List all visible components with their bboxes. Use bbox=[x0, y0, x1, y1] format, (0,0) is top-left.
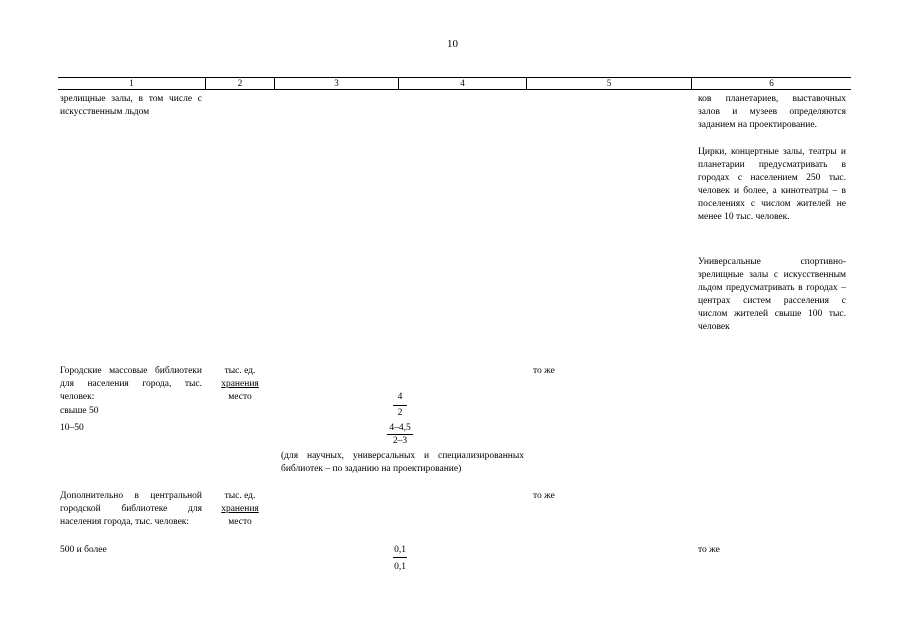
row-libraries-note: (для научных, универсальных и специализированных библиотек – по заданию на проектирование) bbox=[281, 451, 524, 474]
row-libraries-sub1-label: свыше 50 bbox=[60, 406, 99, 416]
row-libraries-sub2-label: 10–50 bbox=[60, 423, 84, 433]
col-header-4: 4 bbox=[460, 78, 465, 88]
row-libraries-sub1-numerator: 4 bbox=[397, 392, 403, 402]
col-header-6: 6 bbox=[769, 78, 774, 88]
row-libraries-sub1-fraction-bar bbox=[393, 405, 407, 406]
col-header-3: 3 bbox=[334, 78, 339, 88]
row-libraries-col5: то же bbox=[533, 366, 555, 376]
row-libraries-sub2-numerator: 4–4,5 bbox=[389, 423, 411, 433]
row-sports-note-3: Универсальные спортивно-зрелищные залы с искусственным льдом предусматривать в городах – центрах систем расселения с числом жителей свыше 100 тыс. человек bbox=[698, 257, 846, 332]
row-central-unit-1: тыс. ед. bbox=[224, 491, 256, 501]
row-libraries-unit-2: хранения bbox=[221, 379, 259, 389]
row-central-col5: то же bbox=[533, 491, 555, 501]
row-central-unit-3: место bbox=[228, 517, 252, 527]
row-libraries-unit-1: тыс. ед. bbox=[224, 366, 256, 376]
row-sports-note-1: ков планетариев, выставочных залов и музеев определяются заданием на проектирование. bbox=[698, 94, 846, 130]
row-central-sub-numerator: 0,1 bbox=[394, 545, 406, 555]
page-number: 10 bbox=[447, 38, 458, 50]
row-central-name: Дополнительно в центральной городской библиотеке для населения города, тыс. человек: bbox=[60, 491, 202, 527]
row-sports-note-2: Цирки, концертные залы, театры и планетарии предусматривать в городах с населением 250 тыс. человек и более, а кинотеатры – в поселениях с числом жителей не менее 10 тыс. человек. bbox=[698, 147, 846, 222]
col-header-2: 2 bbox=[237, 78, 243, 88]
row-central-sub-denominator: 0,1 bbox=[394, 562, 406, 572]
row-libraries-sub1-denominator: 2 bbox=[397, 408, 403, 418]
row-central-unit-2: хранения bbox=[221, 504, 259, 514]
row-sports-name: зрелищные залы, в том числе с искусственным льдом bbox=[60, 94, 202, 117]
col-header-1: 1 bbox=[129, 78, 134, 88]
table-header-bottom-rule bbox=[58, 89, 851, 90]
row-libraries-sub2-denominator: 2–3 bbox=[392, 436, 408, 446]
row-libraries-name: Городские массовые библиотеки для населения города, тыс. человек: bbox=[60, 366, 202, 402]
row-libraries-unit-3: место bbox=[228, 392, 252, 402]
col-header-5: 5 bbox=[606, 78, 612, 88]
row-central-sub-label: 500 и более bbox=[60, 545, 107, 555]
row-central-sub-fraction-bar bbox=[393, 557, 407, 558]
row-central-sub-col6: то же bbox=[698, 545, 720, 555]
